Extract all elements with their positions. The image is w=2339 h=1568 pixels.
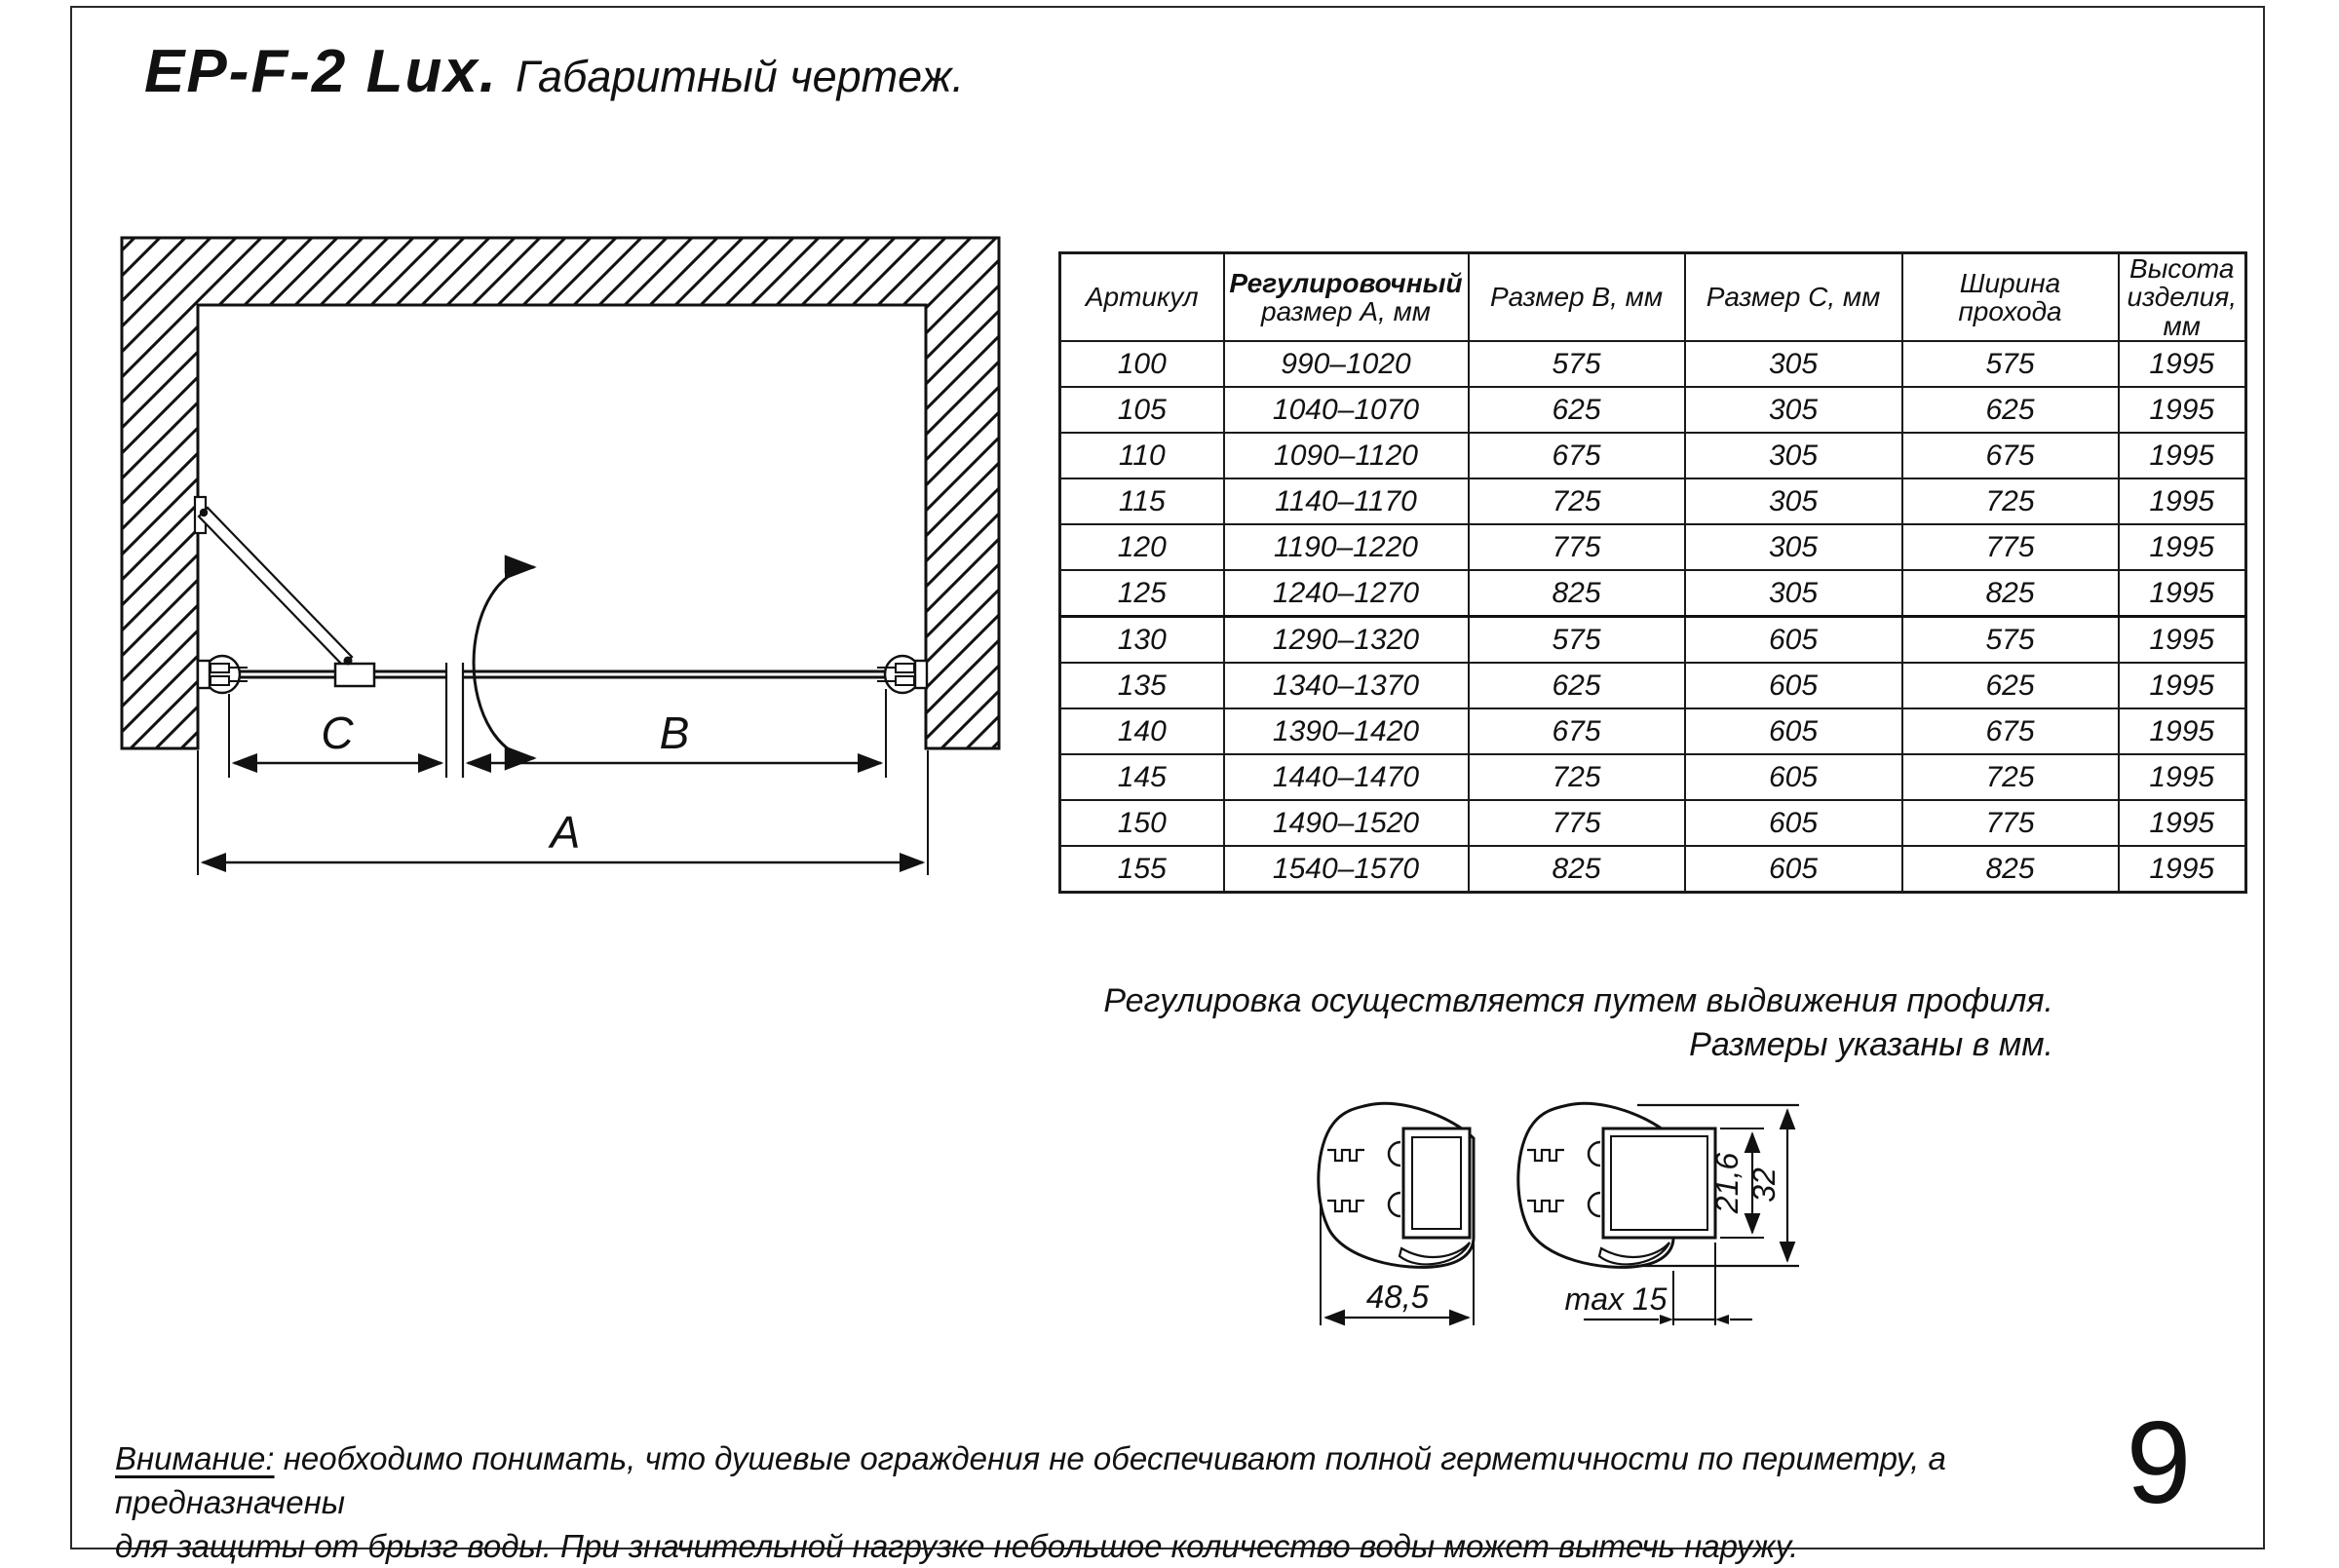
header-size-a-bold: Регулировочный [1229, 267, 1463, 298]
table-cell: 1490–1520 [1224, 800, 1469, 846]
warning-line-1: Внимание: необходимо понимать, что душевые ограждения не обеспечивают полной герметичности по периметру, а предназначены [115, 1440, 1946, 1520]
table-cell: 825 [1902, 570, 2119, 617]
door-swing-arc [474, 567, 534, 758]
header-pass-width: Ширина прохода [1902, 253, 2119, 342]
table-cell: 1995 [2119, 754, 2246, 800]
page-title [144, 37, 964, 106]
table-cell: 155 [1060, 846, 1224, 893]
table-cell: 1995 [2119, 524, 2246, 570]
table-cell: 775 [1469, 800, 1685, 846]
table-cell: 1340–1370 [1224, 663, 1469, 708]
header-height: Высота изделия, мм [2119, 253, 2246, 342]
table-cell: 1995 [2119, 663, 2246, 708]
table-cell: 130 [1060, 617, 1224, 664]
table-cell: 140 [1060, 708, 1224, 754]
table-cell: 625 [1902, 663, 2119, 708]
table-cell: 305 [1685, 478, 1902, 524]
header-size-a [1224, 253, 1469, 342]
table-cell: 725 [1902, 754, 2119, 800]
table-cell: 575 [1469, 341, 1685, 387]
table-cell: 1995 [2119, 800, 2246, 846]
title-subtitle: Габаритный чертеж. [516, 52, 965, 101]
table-cell: 305 [1685, 433, 1902, 478]
table-cell: 605 [1685, 846, 1902, 893]
table-row [1060, 800, 2246, 846]
table-cell: 725 [1469, 478, 1685, 524]
table-cell: 825 [1469, 570, 1685, 617]
table-cell: 125 [1060, 570, 1224, 617]
table-cell: 1995 [2119, 617, 2246, 664]
table-cell: 1140–1170 [1224, 478, 1469, 524]
table-cell: 1390–1420 [1224, 708, 1469, 754]
table-cell: 775 [1902, 800, 2119, 846]
dim-label-c: C [321, 708, 354, 758]
table-cell: 725 [1469, 754, 1685, 800]
spec-table [1058, 251, 2247, 894]
table-cell: 1090–1120 [1224, 433, 1469, 478]
table-row [1060, 433, 2246, 478]
table-cell: 825 [1469, 846, 1685, 893]
table-cell: 605 [1685, 708, 1902, 754]
table-row [1060, 663, 2246, 708]
table-cell: 1995 [2119, 846, 2246, 893]
wall-profile-section [1319, 1103, 1474, 1325]
table-cell: 115 [1060, 478, 1224, 524]
table-cell: 725 [1902, 478, 2119, 524]
table-cell: 675 [1469, 708, 1685, 754]
table-cell: 605 [1685, 754, 1902, 800]
table-cell: 605 [1685, 663, 1902, 708]
table-row [1060, 478, 2246, 524]
warning-line-2: для защиты от брызг воды. При значительной нагрузке небольшое количество воды может вытечь наружу. [115, 1528, 1799, 1564]
profile-sections-drawing [1306, 1090, 1813, 1372]
header-size-b: Размер В, мм [1469, 253, 1685, 342]
table-cell: 305 [1685, 387, 1902, 433]
note-line-1: Регулировка осуществляется путем выдвижения профиля. [1103, 982, 2053, 1019]
header-article: Артикул [1060, 253, 1224, 342]
table-cell: 305 [1685, 524, 1902, 570]
table-cell: 145 [1060, 754, 1224, 800]
table-cell: 625 [1469, 663, 1685, 708]
profile-max-dim: max 15 [1564, 1281, 1668, 1317]
table-cell: 1995 [2119, 478, 2246, 524]
table-cell: 305 [1685, 570, 1902, 617]
warning-label: Внимание: [115, 1440, 275, 1476]
header-size-c: Размер С, мм [1685, 253, 1902, 342]
table-cell: 675 [1469, 433, 1685, 478]
table-row [1060, 570, 2246, 617]
profile-width-dim: 48,5 [1365, 1279, 1430, 1315]
table-cell: 1995 [2119, 570, 2246, 617]
panel-gap-lines [446, 663, 463, 778]
notes [1072, 979, 2053, 1067]
table-cell: 990–1020 [1224, 341, 1469, 387]
table-cell: 675 [1902, 433, 2119, 478]
niche-drawing [97, 224, 1033, 926]
table-cell: 1995 [2119, 387, 2246, 433]
table-row [1060, 617, 2246, 664]
table-row [1060, 524, 2246, 570]
title-model: EP-F-2 Lux. [144, 38, 499, 105]
table-cell: 1190–1220 [1224, 524, 1469, 570]
dim-label-a: A [550, 807, 581, 858]
table-cell: 1995 [2119, 433, 2246, 478]
note-line-2: Размеры указаны в мм. [1689, 1026, 2053, 1063]
table-cell: 150 [1060, 800, 1224, 846]
table-cell: 575 [1902, 617, 2119, 664]
table-cell: 305 [1685, 341, 1902, 387]
table-cell: 605 [1685, 800, 1902, 846]
table-cell: 1540–1570 [1224, 846, 1469, 893]
table-cell: 625 [1902, 387, 2119, 433]
table-cell: 625 [1469, 387, 1685, 433]
warning-note [115, 1436, 2054, 1568]
table-cell: 575 [1902, 341, 2119, 387]
left-wall-profile-icon [198, 656, 248, 693]
table-row [1060, 708, 2246, 754]
table-row [1060, 341, 2246, 387]
table-row [1060, 846, 2246, 893]
profile-outer-dim: 32 [1746, 1167, 1782, 1203]
table-cell: 135 [1060, 663, 1224, 708]
table-cell: 100 [1060, 341, 1224, 387]
table-cell: 775 [1902, 524, 2119, 570]
table-cell: 1290–1320 [1224, 617, 1469, 664]
table-row [1060, 387, 2246, 433]
table-cell: 1995 [2119, 708, 2246, 754]
profile-inner-dim: 21,6 [1709, 1152, 1745, 1214]
table-cell: 1040–1070 [1224, 387, 1469, 433]
table-cell: 1995 [2119, 341, 2246, 387]
table-cell: 575 [1469, 617, 1685, 664]
table-body [1060, 341, 2246, 893]
header-size-a-rest: размер А, мм [1261, 296, 1431, 327]
wall-profile-section-extended [1518, 1103, 1799, 1325]
table-cell: 825 [1902, 846, 2119, 893]
table-cell: 105 [1060, 387, 1224, 433]
glass-panel-lines [234, 671, 889, 677]
table-cell: 1440–1470 [1224, 754, 1469, 800]
table-cell: 1240–1270 [1224, 570, 1469, 617]
table-cell: 120 [1060, 524, 1224, 570]
page-number: 9 [2126, 1397, 2192, 1528]
right-wall-profile-icon [877, 656, 927, 693]
table-cell: 675 [1902, 708, 2119, 754]
dim-label-b: B [659, 708, 690, 758]
table-header-row [1060, 253, 2246, 342]
table-row [1060, 754, 2246, 800]
table-cell: 605 [1685, 617, 1902, 664]
table-cell: 110 [1060, 433, 1224, 478]
table-cell: 775 [1469, 524, 1685, 570]
